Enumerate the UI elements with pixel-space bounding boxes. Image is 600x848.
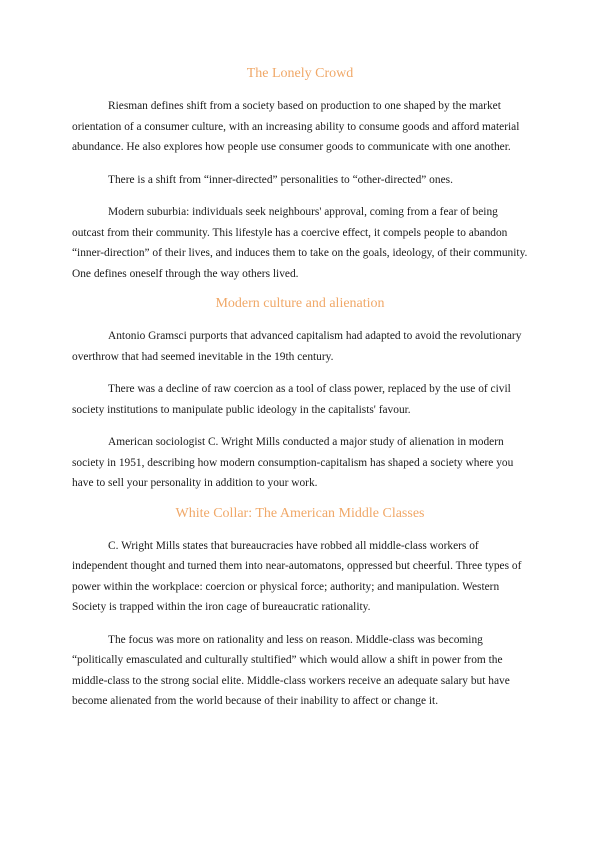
paragraph: Riesman defines shift from a society based on production to one shaped by the market orientation of a consumer culture, with an increasing ability to consume goods and afford material abundance. He also explores how people use consumer goods to communicate with one another. bbox=[72, 100, 520, 153]
paragraph: The focus was more on rationality and less on reason. Middle-class was becoming “politically emasculated and culturally stultified” which would allow a shift in power from the middle-class to the strong social elite. Middle-class workers receive an adequate salary but have become alienated from the world because of their inability to affect or change it. bbox=[72, 633, 510, 707]
section-heading-lonely-crowd: The Lonely Crowd bbox=[246, 66, 354, 81]
document-page bbox=[72, 64, 528, 712]
paragraph: Modern suburbia: individuals seek neighbours' approval, coming from a fear of being outcast from their community. This lifestyle has a coercive effect, it compels people to abandon “inner-direction” of their lives, and induces them to take on the goals, ideology, of their community. One defines oneself through the way others lived. bbox=[72, 206, 528, 280]
paragraph: There was a decline of raw coercion as a tool of class power, replaced by the use of civil society institutions to manipulate public ideology in the capitalists' favour. bbox=[72, 383, 511, 416]
section-heading-modern-culture: Modern culture and alienation bbox=[215, 296, 385, 311]
paragraph: C. Wright Mills states that bureaucracies have robbed all middle-class workers of independent thought and turned them into near-automatons, oppressed but cheerful. Three types of power within the workplace: coercion or physical force; authority; and manipulation. Western Society is trapped within the iron cage of bureaucratic rationality. bbox=[72, 539, 522, 613]
section-heading-white-collar: White Collar: The American Middle Classes bbox=[175, 505, 425, 521]
paragraph: There is a shift from “inner-directed” personalities to “other-directed” ones. bbox=[108, 173, 453, 186]
paragraph: American sociologist C. Wright Mills conducted a major study of alienation in modern society in 1951, describing how modern consumption-capitalism has shaped a society where you have to sell your personality in addition to your work. bbox=[72, 436, 514, 489]
paragraph: Antonio Gramsci purports that advanced capitalism had adapted to avoid the revolutionary overthrow that had seemed inevitable in the 19th century. bbox=[72, 330, 522, 363]
